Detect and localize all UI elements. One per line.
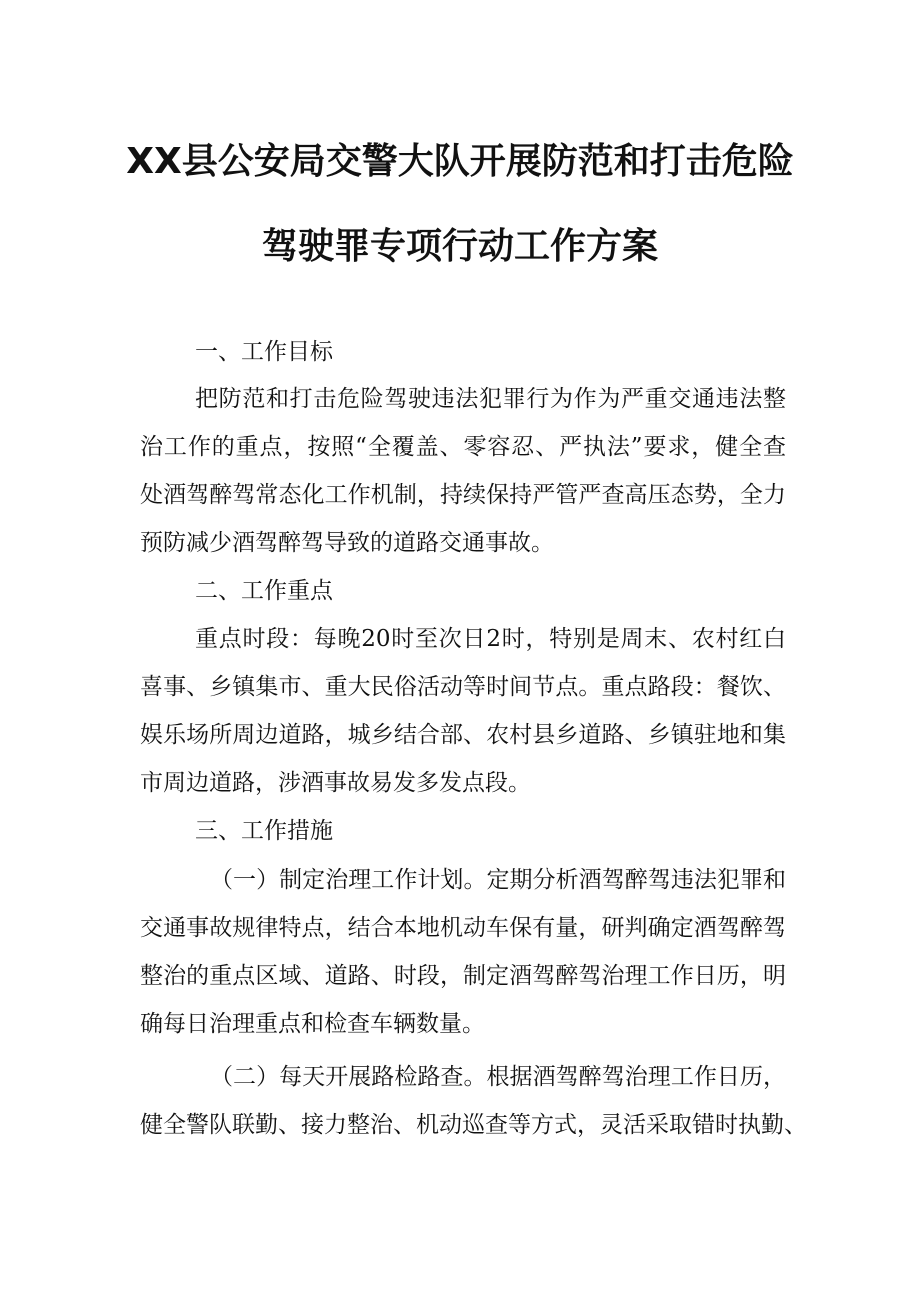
section-heading-goals: 一、工作目标 xyxy=(195,339,333,365)
paragraph-line: 娱乐场所周边道路，城乡结合部、农村县乡道路、乡镇驻地和集 xyxy=(140,722,786,748)
paragraph-line: 确每日治理重点和检查车辆数量。 xyxy=(140,1011,485,1037)
paragraph-line: 重点时段：每晚20时至次日2时，特别是周末、农村红白 xyxy=(195,626,786,652)
paragraph-line: 把防范和打击危险驾驶违法犯罪行为作为严重交通违法整 xyxy=(195,386,786,412)
paragraph-line: 整治的重点区域、道路、时段，制定酒驾醉驾治理工作日历，明 xyxy=(140,963,786,989)
paragraph-line: 预防减少酒驾醉驾导致的道路交通事故。 xyxy=(140,530,554,556)
document-title-line-2: 驾驶罪专项行动工作方案 xyxy=(261,226,658,267)
document-title-line-1: XX县公安局交警大队开展防范和打击危险 xyxy=(126,141,794,182)
section-heading-focus: 二、工作重点 xyxy=(195,578,333,604)
paragraph-line: 治工作的重点，按照“全覆盖、零容忍、严执法”要求，健全查 xyxy=(140,434,786,460)
paragraph-line: 处酒驾醉驾常态化工作机制，持续保持严管严查高压态势，全力 xyxy=(140,482,786,508)
paragraph-line: 喜事、乡镇集市、重大民俗活动等时间节点。重点路段：餐饮、 xyxy=(140,674,786,700)
section-heading-measures: 三、工作措施 xyxy=(195,818,333,844)
paragraph-line: 交通事故规律特点，结合本地机动车保有量，研判确定酒驾醉驾 xyxy=(140,915,786,941)
paragraph-line: 健全警队联勤、接力整治、机动巡查等方式，灵活采取错时执勤、 xyxy=(140,1112,807,1138)
paragraph-line: （二）每天开展路检路查。根据酒驾醉驾治理工作日历， xyxy=(210,1064,786,1090)
paragraph-line: （一）制定治理工作计划。定期分析酒驾醉驾违法犯罪和 xyxy=(210,867,786,893)
paragraph-line: 市周边道路，涉酒事故易发多发点段。 xyxy=(140,770,531,796)
